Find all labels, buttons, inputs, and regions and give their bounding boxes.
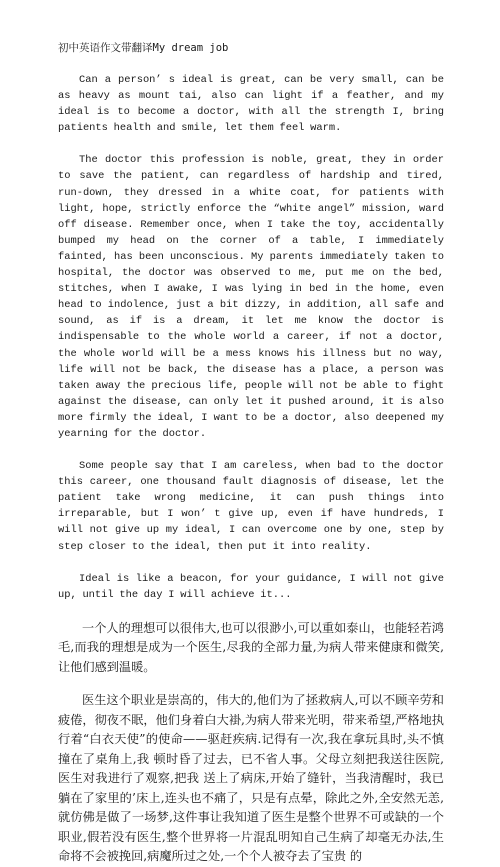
english-paragraph-4: Ideal is like a beacon, for your guidance, I will not give up, until the day I will achieve it... [58,572,444,601]
chinese-paragraph-2: 医生这个职业是崇高的，伟大的,他们为了拯救病人,可以不顾辛劳和疲倦，彻夜不眠，他们身着白大褂,为病人带来光明，带来希望,严格地执行着“白衣天使”的使命——驱赶疾病.记得有一次,我在拿玩具时,头不慎撞在了桌角上,我 顿时昏了过去，已不省人事。父母立刻把我送往医院,医生对我进行了观察,把我 送上了病床,开始了缝针，当我清醒时，我已躺在了家里的’床上,连头也不痛了，只是有点晕，除此之外,全安然无恙,就仿佛是做了一场梦,这件事让我知道了医生是整个世界不可或缺的一个职业,假若没有医生,整个世界将一片混乱明知自己生病了却毫无办法,生命将不会被挽回,病魔所过之处,一个个人被夺去了宝贵 的 [58,693,444,864]
english-paragraph-1: Can a person’ s ideal is great, can be very small, can be as heavy as mount tai, also can light if a feather, and my ideal is to become a doctor, with all the strength I, bring patients health and smile, let them feel warm. [58,74,444,135]
document-title: 初中英语作文带翻译My dream job [58,42,229,54]
chinese-paragraph-1: 一个人的理想可以很伟大,也可以很渺小,可以重如泰山，也能轻若鸿毛,而我的理想是成为一个医生,尽我的全部力量,为病人带来健康和微笑,让他们感到温暖。 [58,620,444,674]
english-paragraph-2: The doctor this profession is noble, great, they in order to save the patient, can regardless of hardship and tired, run-down, they dressed in a white coat, for patients with light, hope, strictly enforce the “white angel” mission, ward off disease. Remember once, when I take the toy, accidentally bumped my head on the corner of a table, I immediately fainted, has been unconscious. My parents immediately taken to hospital, the doctor was observed to me, put me on the bed, stitches, when I awake, I was lying in bed in the home, even head to indolence, just a bit dizzy, in addition, all safe and sound, as if is a dream, it let me know the doctor is indispensable to the whole world a career, if not a doctor, the whole world will be a mess knows his illness but no way, life will not be back, the disease has a place, a person was taken away the precious life, people will not be able to fight against the disease, can only let it pushed around, it is also more firmly the ideal, I want to be a doctor, also deepened my yearning for the doctor. [58,154,444,440]
english-paragraph-3: Some people say that I am careless, when bad to the doctor this career, one thousand fault diagnosis of disease, let the patient take wrong medicine, it can push things into irreparable, but I won’ t give up, even if have hundreds, I will not give up my ideal, I can overcome one by one, step by step closer to the ideal, then put it into reality. [58,460,444,553]
